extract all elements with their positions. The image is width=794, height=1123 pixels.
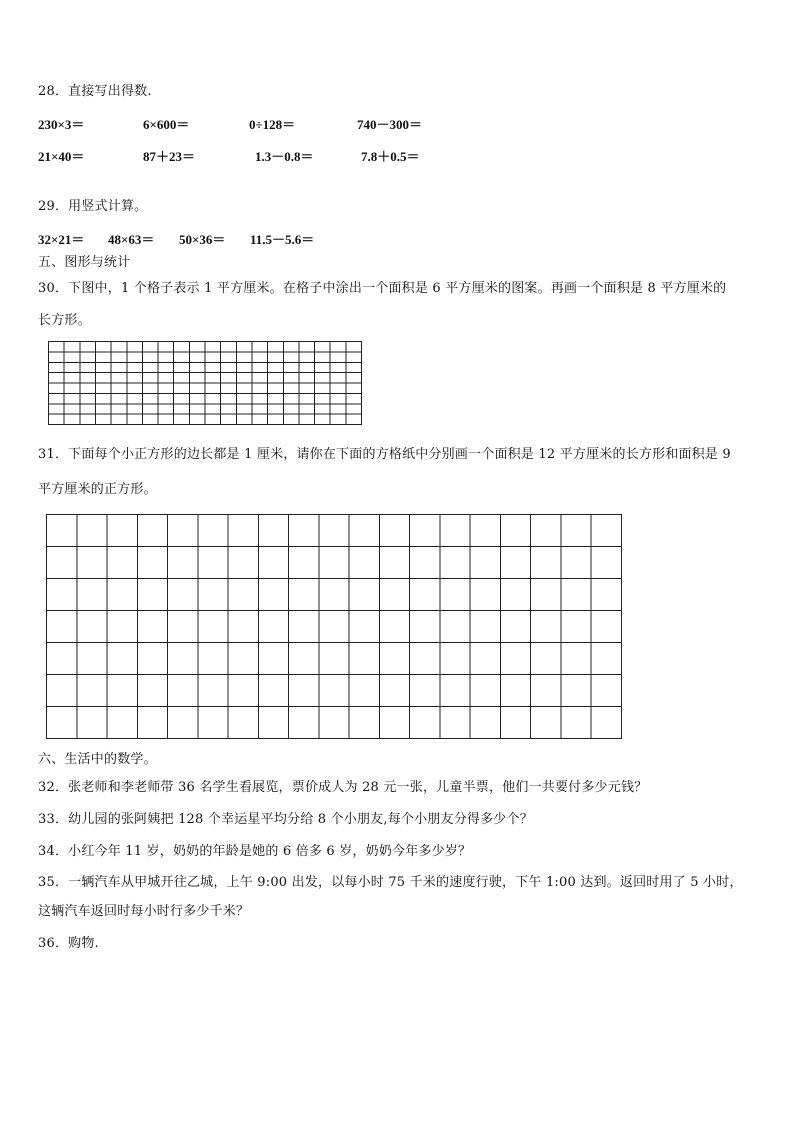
- q34-text: 34．小红今年 11 岁，奶奶的年龄是她的 6 倍多 6 岁，奶奶今年多少岁？: [38, 844, 472, 859]
- q31-line1: 31．下面每个小正方形的边长都是 1 厘米，请你在下面的方格纸中分别画一个面积是 12 平方厘米的长方形和面积是 9: [38, 447, 731, 462]
- q35-line1: 35．一辆汽车从甲城开往乙城，上午 9:00 出发，以每小时 75 千米的速度行驶，下午 1:00 达到。返回时用了 5 小时，: [38, 875, 743, 890]
- q31-line2: 平方厘米的正方形。: [38, 482, 157, 497]
- q28-expr: 21×40＝: [38, 149, 85, 164]
- q30-line2: 长方形。: [38, 313, 91, 328]
- q29-expr: 11.5－5.6＝: [250, 232, 315, 247]
- q29-title: 29．用竖式计算。: [38, 199, 148, 214]
- q28-expr: 740－300＝: [357, 117, 423, 132]
- q29-expr: 48×63＝: [108, 232, 155, 247]
- q33-text: 33．幼儿园的张阿姨把 128 个幸运星平均分给 8 个小朋友,每个小朋友分得多少个？: [38, 812, 533, 827]
- small-square-grid[interactable]: [48, 341, 362, 425]
- q28-expr: 87＋23＝: [143, 149, 196, 164]
- q36-text: 36．购物.: [38, 936, 99, 951]
- large-square-grid[interactable]: [46, 514, 622, 739]
- q28-expr: 6×600＝: [143, 117, 190, 132]
- q29-expr: 50×36＝: [179, 232, 226, 247]
- section-title: 六、生活中的数学。: [38, 752, 157, 767]
- q28-expr: 230×3＝: [38, 117, 85, 132]
- q28-expr: 0÷128＝: [249, 117, 296, 132]
- q32-text: 32．张老师和李老师带 36 名学生看展览，票价成人为 28 元一张，儿童半票，他们一共要付多少元钱？: [38, 780, 648, 795]
- q30-line1: 30．下图中，1 个格子表示 1 平方厘米。在格子中涂出一个面积是 6 平方厘米的图案。再画一个面积是 8 平方厘米的: [38, 281, 727, 296]
- q28-title: 28．直接写出得数.: [38, 84, 152, 99]
- q35-line2: 这辆汽车返回时每小时行多少千米？: [38, 904, 250, 919]
- q28-expr: 1.3－0.8＝: [255, 149, 314, 164]
- section-title: 五、图形与统计: [38, 255, 131, 270]
- q29-expr: 32×21＝: [38, 232, 85, 247]
- q28-expr: 7.8＋0.5＝: [361, 149, 420, 164]
